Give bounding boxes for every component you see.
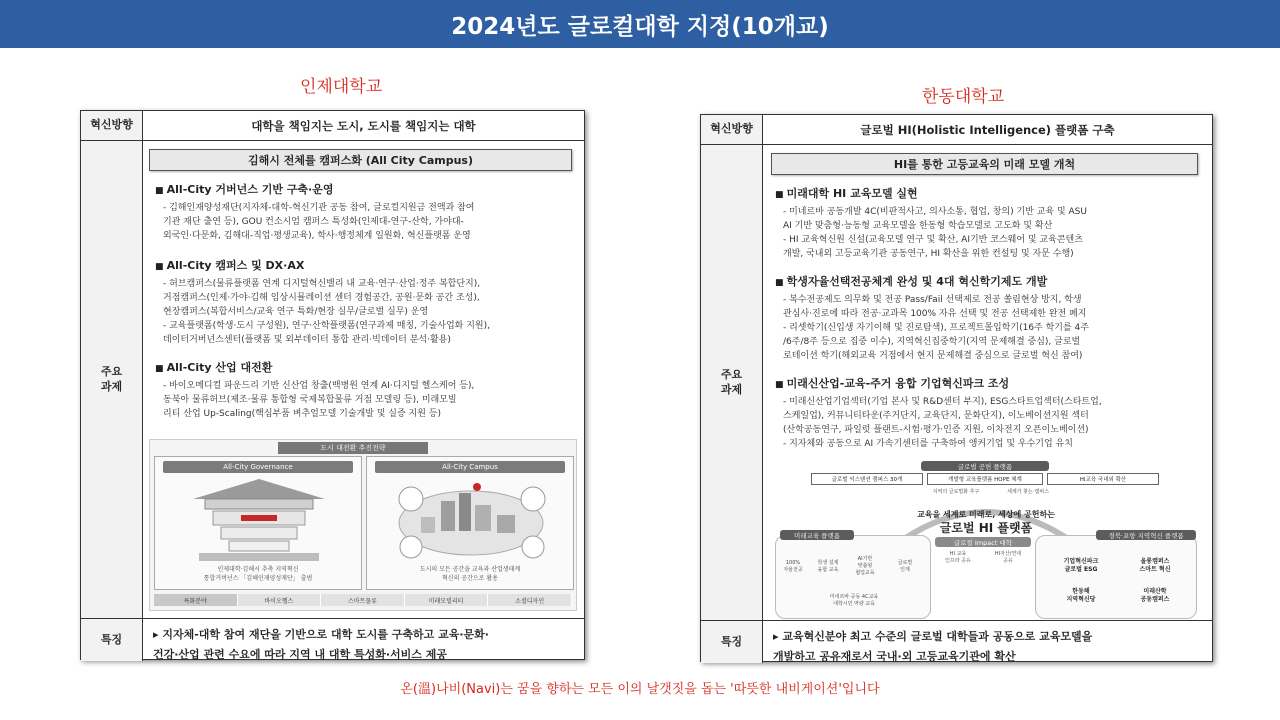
diagram-note: HI자산/연대 공유 (994, 551, 1022, 564)
section-line: 기관 재단 출연 등), GOU 컨소시엄 캠퍼스 특성화(인제대-연구-산학, 가야대- (163, 217, 464, 227)
section-line: 스케일업), 커뮤니티타운(주거단지, 교육단지, 문화단지), 이노베이션지원 섹터 (783, 411, 1089, 421)
section-line: - 바이오메디컬 파운드리 기반 신산업 창출(백병원 연계 AI·디지털 헬스케어 등), (163, 381, 475, 391)
governance-caption: 인제대학·김해시 추축 지역혁신 통합거버넌스 「김해인재양성재단」 출범 (203, 566, 313, 582)
global-contribution-pill: 글로벌 공헌 플랫폼 (921, 461, 1049, 471)
section-line: - 미네르바 공동개발 4C(비판적사고, 의사소통, 협업, 창의) 기반 교육 및 ASU (783, 207, 1087, 217)
section-line: 리티 산업 Up-Scaling(핵심부품 벼추얼모델 기술개발 및 실증 지원 등) (163, 409, 442, 419)
section-industry (155, 359, 574, 421)
page-title-banner (0, 0, 1280, 48)
tasks-row (81, 141, 584, 619)
direction-row (701, 115, 1212, 145)
section-line: - 복수전공제도 의무화 및 전공 Pass/Fail 선택제로 전공 쏠림현상 방지, 학생 (783, 295, 1082, 305)
regional-innovation-pill: 경북·포항 지역혁신 플랫폼 (1096, 530, 1196, 540)
section-heading: ■ All-City 거버넌스 기반 구축·운영 (155, 181, 574, 197)
campus-caption: 도시의 모든 공간을 교육과 산업생태계 혁신의 공간으로 활용 (419, 566, 521, 582)
footer-slogan: 온(溫)나비(Navi)는 꿈을 향하는 모든 이의 날갯짓을 돕는 '따뜻한 내비게이션'입니다 (400, 682, 880, 697)
section-line: - 김해인재양성재단(지자체-대학-혁신기관 공동 참여, 글로컬지원금 전액과 참여 (163, 203, 475, 213)
platform-title: 글로벌 HI 플랫폼 (939, 521, 1033, 535)
glocal-impact-pill: 글로컬 Impact 대학 (935, 537, 1031, 547)
diagram-note: 세계가 찾는 캠퍼스 (1007, 489, 1049, 495)
section-line: - HI 교육혁신원 신설(교육모델 연구 및 확산, AI기반 코스웨어 및 교육콘텐츠 (783, 235, 1083, 245)
subtitle-box: HI를 통한 고등교육의 미래 모델 개척 (771, 153, 1198, 175)
specialty-label: 특화분야 (154, 594, 238, 606)
feature-label: 특징 (81, 619, 143, 661)
regional-innovation-panel (1035, 531, 1197, 619)
campus-panel (366, 456, 574, 590)
section-heading: ■ All-City 캠퍼스 및 DX·AX (155, 257, 574, 273)
feature-label: 특징 (701, 621, 763, 663)
diagram-note: 지역의 글로벌화 추구 (932, 489, 980, 495)
section-line: 로테이션 학기(해외교육 거점에서 현지 문제해결 중심으로 글로벌 혁신 참여) (783, 351, 1083, 361)
direction-label: 혁신방향 (81, 111, 143, 140)
section-line: 현장캠퍼스(복합서비스/교육 연구 특화/현장 실무/글로벌 실무) 운영 (163, 307, 429, 317)
section-heading: ■ 미래신산업-교육-주거 융합 기업혁신파크 조성 (775, 375, 1202, 391)
governance-panel-title: All-City Governance (163, 461, 353, 473)
diagram-note: AI기반 맞춤형 협업교육 (855, 556, 875, 576)
inje-university-title: 인제대학교 (300, 77, 383, 97)
section-line: 데이터거버넌스센터(플랫폼 및 외부데이터 통합 관리·빅데이터 분석·활용) (163, 335, 451, 345)
handong-summary-card (700, 114, 1213, 662)
section-heading: ■ All-City 산업 대전환 (155, 359, 574, 375)
section-line: 관심사·진로에 따라 전공·교과목 100% 자유 선택 및 전공 선택제한 완전 폐지 (783, 309, 1087, 319)
future-education-pill: 미래교육 플랫폼 (780, 530, 854, 540)
handong-university-title: 한동대학교 (922, 87, 1005, 107)
section-line: - 리셋학기(신입생 자기이해 및 진로탐색), 프로젝트몰입학기(16주 학기를 4주 (783, 323, 1089, 333)
platform-subtitle: 교육을 세계로 미래로, 세상에 공헌하는 (917, 510, 1055, 519)
diagram-note: 미네르바·공동 4C교육 대학시민 역량 교육 (829, 594, 879, 607)
diagram-note: 학생 설계 융합 교육 (817, 560, 839, 573)
feature-text: ▸ 지자체-대학 참여 재단을 기반으로 대학 도시를 구축하고 교육·문화· 건강·산업 관련 수요에 따라 지역 내 대학 특성화·서비스 제공 (153, 628, 489, 661)
section-line: /6주/8주 등으로 집중 이수), 지역혁신집중학기(지역 문제해결 중심), 글로벌 (783, 337, 1081, 347)
specialty-item: 스마트물류 (321, 594, 405, 606)
section-line: AI 기반 맞춤형·능동형 교육모델을 한동형 학습모델로 고도화 및 확산 (783, 221, 1053, 231)
direction-text: 글로벌 HI(Holistic Intelligence) 플랫폼 구축 (860, 122, 1115, 137)
governance-building-illustration (185, 477, 333, 563)
feature-text: ▸ 교육혁신분야 최고 수준의 글로벌 대학들과 공동으로 교육모델을 개발하고 공유재로서 국내·외 고등교육기관에 확산 (773, 630, 1093, 663)
section-line: 동북아 물류허브(제조·물류 통합형 국제복합물류 거점 모델링 등), 미래모빌 (163, 395, 457, 405)
direction-row (81, 111, 584, 141)
diagram-box: HI교육 국내외 확산 (1047, 473, 1159, 485)
diagram-box: 글로벌 익스텐션 캠퍼스 30개 (811, 473, 923, 485)
diagram-note: HI 교육 인프라 공유 (945, 551, 971, 564)
section-line: 개발, 국내외 고등교육기관 공동연구, HI 확산을 위한 컨설팅 및 자문 수행) (783, 249, 1074, 259)
section-governance (155, 181, 574, 243)
specialty-item: 바이오헬스 (238, 594, 322, 606)
park-zone: 기업혁신파크 글로벌 ESG (1063, 558, 1099, 573)
all-city-infographic (149, 439, 577, 611)
diagram-box: 개발형 교육플랫폼 HOPE 체계 (927, 473, 1043, 485)
section-line: - 지자체와 공동으로 AI 가속기센터를 구축하여 앵커기업 및 우수기업 유치 (783, 439, 1073, 449)
infographic-header: 도시 대전환 추진전략 (278, 442, 428, 454)
tasks-label: 주요 과제 (81, 141, 143, 618)
feature-row (81, 619, 584, 661)
park-zone: 올롱캠퍼스 스마트 혁신 (1139, 558, 1171, 573)
future-education-panel (775, 531, 931, 619)
specialty-item: 소셜디자인 (488, 594, 572, 606)
inje-summary-card (80, 110, 585, 660)
section-line: 거점캠퍼스(인제·가야·김해 임상시뮬레이션 센터 경험공간, 공원·문화 공간 조성), (163, 293, 480, 303)
park-zone: 미래산학 공동캠퍼스 (1140, 588, 1170, 603)
section-line: - 교육플랫폼(학생·도시 구성원), 연구·산학플랫폼(연구과제 매칭, 기술사업화 지원), (163, 321, 490, 331)
specialty-footer (154, 594, 572, 606)
page-title: 2024년도 글로컬대학 지정(10개교) (451, 13, 829, 40)
section-heading: ■ 미래대학 HI 교육모델 실현 (775, 185, 1202, 201)
diagram-note: 100% 자율전공 (783, 560, 803, 573)
specialty-item: 미래모빌리티 (405, 594, 489, 606)
subtitle-box: 김해시 전체를 캠퍼스화 (All City Campus) (149, 149, 572, 171)
tasks-label: 주요 과제 (701, 145, 763, 620)
direction-text: 대학을 책임지는 도시, 도시를 책임지는 대학 (251, 118, 476, 133)
feature-row (701, 621, 1212, 663)
section-line: (산학공동연구, 파일럿 플랜트-시험·평가·인증 지원, 이차전지 오픈이노베이션) (783, 425, 1089, 435)
section-hi-model (775, 185, 1202, 261)
tasks-row (701, 145, 1212, 621)
direction-label: 혁신방향 (701, 115, 763, 144)
section-line: 외국인·다문화, 김해대-직업·평생교육), 학사·행정체계 일원화, 혁신플랫폼 운영 (163, 231, 471, 241)
section-campus-dx (155, 257, 574, 347)
park-zone: 한동해 지역혁신당 (1066, 588, 1096, 603)
section-line: - 허브캠퍼스(물류플랫폼 연계 디지털혁신밸리 내 교육·연구·산업·정주 복합단지), (163, 279, 481, 289)
campus-panel-title: All-City Campus (375, 461, 565, 473)
governance-panel (154, 456, 362, 590)
section-major-system (775, 273, 1202, 363)
section-line: - 미래신산업기업섹터(기업 본사 및 R&D센터 부지), ESG스타트업섹터(스타트업, (783, 397, 1102, 407)
section-innovation-park (775, 375, 1202, 451)
diagram-note: 글로벌 인재 (897, 560, 913, 573)
section-heading: ■ 학생자율선택전공체계 완성 및 4대 혁신학기제도 개발 (775, 273, 1202, 289)
hi-platform-diagram (771, 459, 1199, 619)
campus-city-illustration (381, 477, 561, 563)
